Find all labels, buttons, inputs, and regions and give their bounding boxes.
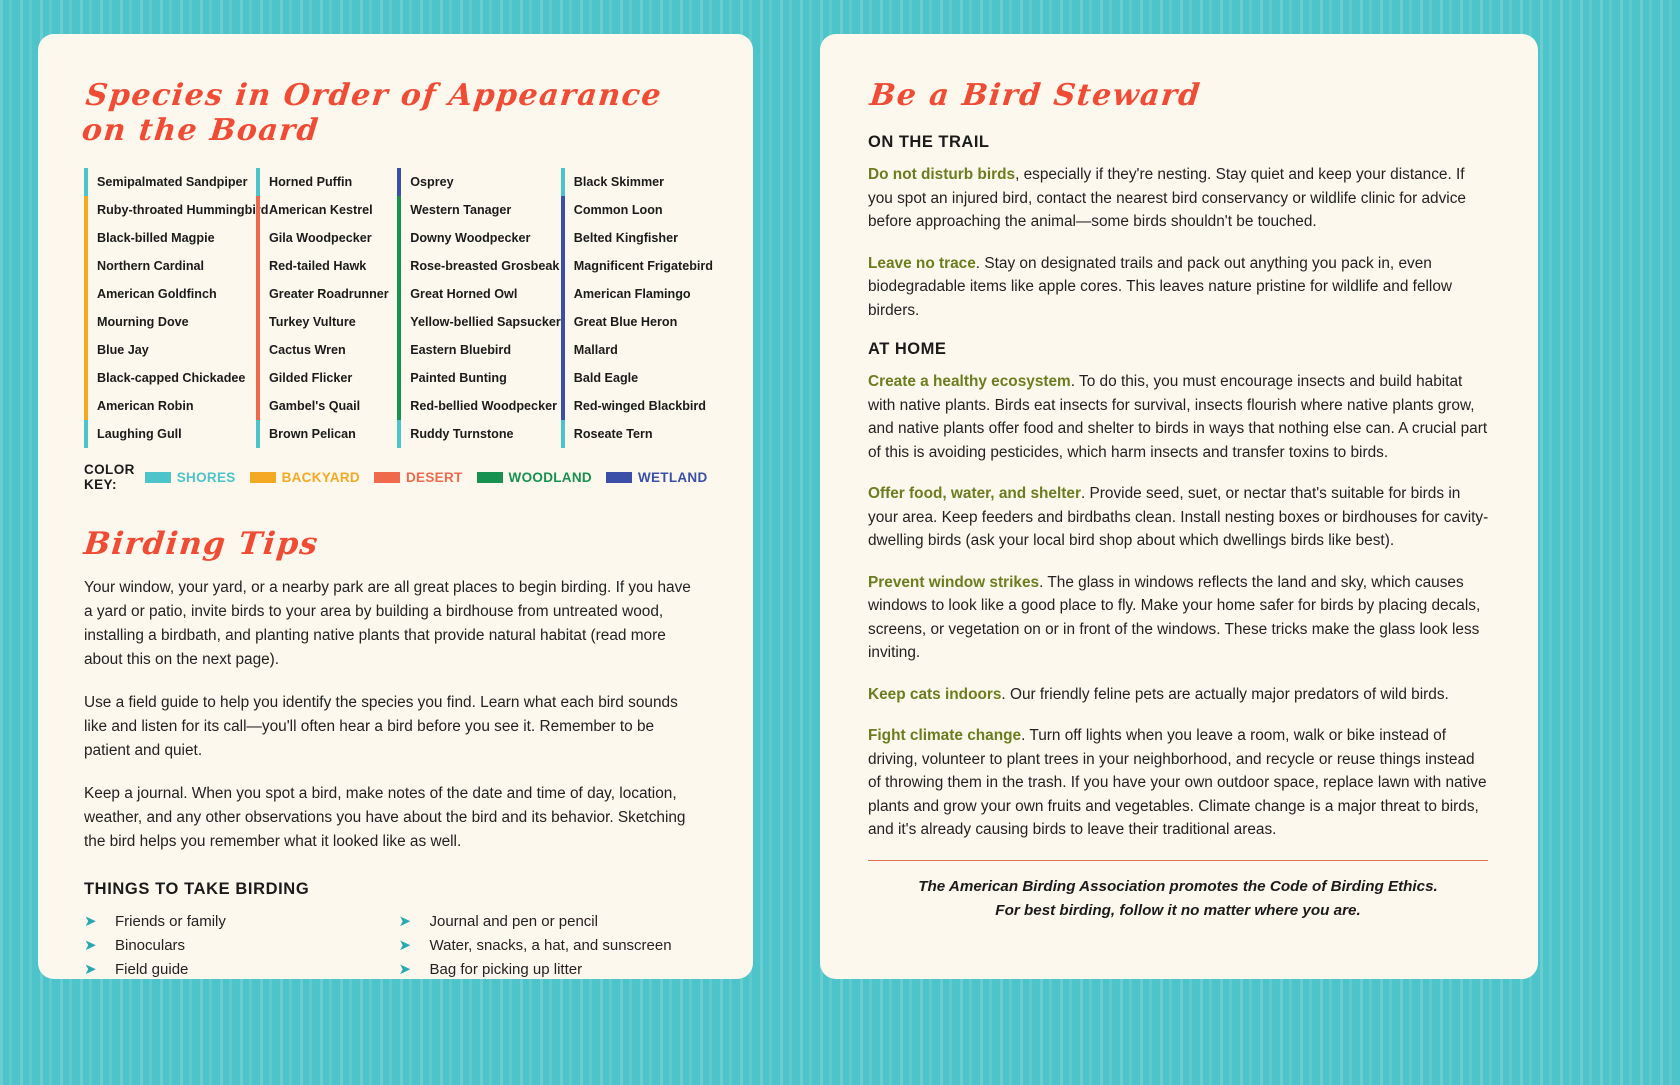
bird-steward-title: Be a Bird Steward bbox=[868, 78, 1203, 113]
tips-paragraph: Your window, your yard, or a nearby park are all great places to begin birding. If you have a yard or patio, invite birds to your area by building a birdhouse from untreated wood, installing a birdbath, and planting native plants that provide natural habitat (read more about this on the next page). bbox=[84, 579, 691, 668]
steward-body-text: . To do this, you must encourage insects and build habitat with native plants. Birds eat insects for survival, insects flourish where native plants grow, and native plants offer food and shelter to birds in ways that nothing else can. A crucial part of this is avoiding pesticides, which harm insects and transfer toxins to birds. bbox=[868, 373, 1488, 461]
species-item: American Goldfinch bbox=[84, 280, 256, 308]
color-swatch-icon bbox=[374, 472, 400, 483]
steward-lead-in: Create a healthy ecosystem bbox=[868, 373, 1071, 390]
steward-paragraph bbox=[868, 370, 1490, 464]
species-item: Black-billed Magpie bbox=[84, 224, 256, 252]
species-item: American Kestrel bbox=[256, 196, 397, 224]
footer-note bbox=[866, 875, 1490, 923]
color-key-item bbox=[477, 470, 592, 485]
species-item: Painted Bunting bbox=[397, 364, 561, 392]
bird-bullet-icon: ➤ bbox=[398, 936, 412, 954]
color-key-item bbox=[374, 470, 463, 485]
color-swatch-icon bbox=[606, 472, 632, 483]
species-item: Downy Woodpecker bbox=[397, 224, 561, 252]
color-key bbox=[84, 462, 713, 492]
species-item: Northern Cardinal bbox=[84, 252, 256, 280]
species-item: Magnificent Frigatebird bbox=[561, 252, 713, 280]
species-item: Horned Puffin bbox=[256, 168, 397, 196]
species-list-title: Species in Order of Appearance on the Board bbox=[80, 78, 664, 148]
color-swatch-icon bbox=[250, 472, 276, 483]
steward-paragraph bbox=[868, 482, 1490, 553]
color-key-text: WOODLAND bbox=[508, 469, 592, 485]
steward-body-text: . Provide seed, suet, or nectar that's suitable for birds in your area. Keep feeders and birdbaths clean. Install nesting boxes or birdhouses for cavity-dwelling birds (ask your local bird shop about which dwellings birds like best). bbox=[868, 485, 1489, 549]
checklist-item bbox=[399, 909, 714, 933]
steward-body-text: , especially if they're nesting. Stay quiet and keep your distance. If you spot an injured bird, contact the nearest bird conservancy or wildlife clinic for advice before approaching the animal—some birds shouldn't be touched. bbox=[868, 166, 1466, 230]
things-to-take-list bbox=[84, 909, 713, 981]
species-item: Ruddy Turnstone bbox=[397, 420, 561, 448]
species-item: Belted Kingfisher bbox=[561, 224, 713, 252]
species-item: Gambel's Quail bbox=[256, 392, 397, 420]
species-item: Roseate Tern bbox=[561, 420, 713, 448]
checklist-column-1 bbox=[84, 909, 399, 981]
steward-lead-in: Keep cats indoors bbox=[868, 685, 1002, 703]
steward-lead-in: Offer food, water, and shelter bbox=[868, 485, 1081, 502]
bird-bullet-icon: ➤ bbox=[84, 936, 97, 954]
color-key-text: DESERT bbox=[405, 469, 463, 485]
species-item: Yellow-bellied Sapsucker bbox=[397, 308, 561, 336]
steward-lead-in: Leave no trace bbox=[868, 254, 976, 272]
steward-paragraph bbox=[868, 724, 1490, 842]
species-item: Western Tanager bbox=[397, 196, 561, 224]
footer-line-1: The American Birding Association promotes the Code of Birding Ethics. bbox=[918, 877, 1438, 895]
checklist-item-label: Journal and pen or pencil bbox=[429, 912, 598, 930]
color-key-item bbox=[250, 470, 360, 485]
checklist-item bbox=[399, 933, 714, 957]
steward-body-text: . Stay on designated trails and pack out anything you pack in, even biodegradable items like apple cores. This leaves nature pristine for wildlife and fellow birders. bbox=[868, 254, 1453, 319]
species-item: Black Skimmer bbox=[561, 168, 713, 196]
species-column-3 bbox=[397, 168, 561, 448]
steward-paragraph bbox=[868, 571, 1490, 665]
bird-bullet-icon: ➤ bbox=[84, 960, 97, 978]
steward-lead-in: Do not disturb birds bbox=[868, 166, 1016, 183]
footer-line-2: For best birding, follow it no matter where you are. bbox=[995, 901, 1361, 919]
steward-lead-in: Fight climate change bbox=[868, 727, 1022, 744]
species-columns bbox=[84, 168, 713, 448]
bird-bullet-icon: ➤ bbox=[84, 912, 97, 930]
species-item: Mallard bbox=[561, 336, 713, 364]
species-item: Semipalmated Sandpiper bbox=[84, 168, 256, 196]
checklist-item bbox=[84, 957, 399, 981]
steward-body-text: . Our friendly feline pets are actually major predators of wild birds. bbox=[1001, 685, 1449, 703]
species-item: Osprey bbox=[397, 168, 561, 196]
checklist-item bbox=[399, 957, 714, 981]
steward-paragraph bbox=[868, 252, 1490, 323]
species-item: Brown Pelican bbox=[256, 420, 397, 448]
species-item: Gilded Flicker bbox=[256, 364, 397, 392]
species-item: Greater Roadrunner bbox=[256, 280, 397, 308]
species-item: Laughing Gull bbox=[84, 420, 256, 448]
checklist-item-label: Field guide bbox=[115, 960, 189, 978]
checklist-item-label: Friends or family bbox=[115, 912, 226, 930]
bird-bullet-icon: ➤ bbox=[398, 912, 412, 930]
on-the-trail-heading: ON THE TRAIL bbox=[868, 133, 990, 151]
color-key-label: COLOR KEY: bbox=[84, 462, 135, 492]
species-column-1 bbox=[84, 168, 269, 448]
species-item: Ruby-throated Hummingbird bbox=[84, 196, 256, 224]
species-item: Mourning Dove bbox=[84, 308, 256, 336]
species-item: Cactus Wren bbox=[256, 336, 397, 364]
color-key-item bbox=[606, 470, 708, 485]
checklist-item bbox=[84, 933, 399, 957]
species-item: American Robin bbox=[84, 392, 256, 420]
left-page bbox=[38, 34, 753, 979]
species-item: Great Blue Heron bbox=[561, 308, 713, 336]
species-item: Red-tailed Hawk bbox=[256, 252, 397, 280]
species-item: Red-winged Blackbird bbox=[561, 392, 713, 420]
steward-lead-in: Prevent window strikes bbox=[868, 573, 1040, 591]
species-item: American Flamingo bbox=[561, 280, 713, 308]
things-to-take-heading: THINGS TO TAKE BIRDING bbox=[84, 880, 310, 898]
color-key-text: SHORES bbox=[176, 469, 236, 485]
birding-tips-title: Birding Tips bbox=[82, 526, 321, 562]
color-key-text: WETLAND bbox=[637, 469, 708, 485]
color-key-item bbox=[145, 470, 236, 485]
tips-paragraph: Use a field guide to help you identify the species you find. Learn what each bird sounds like and listen for its call—you'll often hear a bird before you see it. Remember to be patient and quiet. bbox=[84, 694, 678, 759]
species-column-4 bbox=[561, 168, 713, 448]
bird-bullet-icon: ➤ bbox=[398, 960, 412, 978]
species-item: Great Horned Owl bbox=[397, 280, 561, 308]
steward-body-text: . Turn off lights when you leave a room, walk or bike instead of driving, volunteer to plant trees in your neighborhood, and recycle or reuse things instead of throwing them in the trash. If you have your own outdoor space, replace lawn with native plants and grow your own fruits and vegetables. Climate change is a major threat to birds, and it's already causing birds to leave their traditional areas. bbox=[868, 727, 1487, 838]
species-item: Eastern Bluebird bbox=[397, 336, 561, 364]
checklist-item-label: Bag for picking up litter bbox=[429, 960, 583, 978]
checklist-item bbox=[84, 909, 399, 933]
steward-paragraph bbox=[868, 683, 1490, 707]
species-item: Black-capped Chickadee bbox=[84, 364, 256, 392]
right-page bbox=[820, 34, 1538, 979]
color-key-text: BACKYARD bbox=[281, 469, 360, 485]
species-item: Gila Woodpecker bbox=[256, 224, 397, 252]
species-item: Turkey Vulture bbox=[256, 308, 397, 336]
color-swatch-icon bbox=[145, 472, 171, 483]
species-item: Blue Jay bbox=[84, 336, 256, 364]
at-home-heading: AT HOME bbox=[868, 340, 947, 358]
species-item: Rose-breasted Grosbeak bbox=[397, 252, 561, 280]
on-the-trail-items bbox=[866, 163, 1490, 322]
color-swatch-icon bbox=[477, 472, 503, 483]
checklist-item-label: Binoculars bbox=[115, 936, 186, 954]
tips-paragraph: Keep a journal. When you spot a bird, make notes of the date and time of day, location, weather, and any other observations you have about the bird and its behavior. Sketching the bird helps you remember what it looked like as well. bbox=[84, 785, 686, 850]
species-item: Red-bellied Woodpecker bbox=[397, 392, 561, 420]
birding-tips-body bbox=[80, 576, 713, 854]
species-column-2 bbox=[256, 168, 397, 448]
steward-body-text: . The glass in windows reflects the land and sky, which causes windows to look like a good place to fly. Make your home safer for birds by placing decals, screens, or vegetation on or in front of the windows. These tricks make the glass look less inviting. bbox=[868, 573, 1481, 661]
checklist-column-2 bbox=[399, 909, 714, 981]
checklist-item-label: Water, snacks, a hat, and sunscreen bbox=[429, 936, 672, 954]
footer-divider bbox=[868, 860, 1488, 861]
species-item: Bald Eagle bbox=[561, 364, 713, 392]
steward-paragraph bbox=[868, 163, 1490, 234]
species-item: Common Loon bbox=[561, 196, 713, 224]
at-home-items bbox=[866, 370, 1490, 842]
